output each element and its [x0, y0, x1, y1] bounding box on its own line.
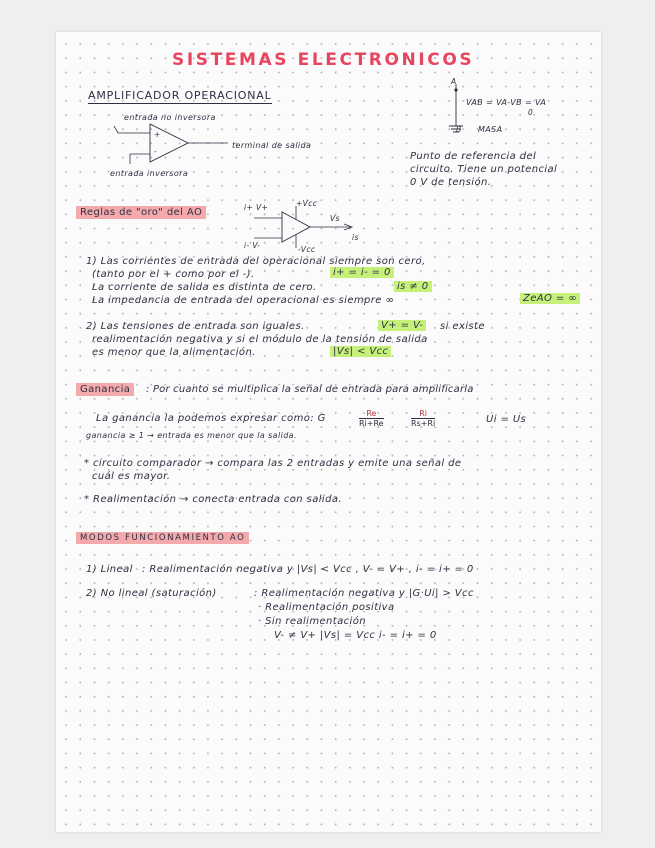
opamp-plus-sign: + — [154, 130, 161, 139]
mode-no-lineal-line-1: : Realimentación negativa y |G·Ui| > Vcc — [254, 588, 474, 599]
ground-equation-subscript: 0 — [528, 108, 534, 117]
rule-2-line-2: realimentación negativa y si el módulo de la tensión de salida — [92, 334, 428, 345]
diagram-label-is: is — [352, 233, 359, 242]
ground-equation: VAB = VA-VB = VA — [466, 98, 547, 107]
rule-1-line-3: La corriente de salida es distinta de cero. — [92, 282, 317, 293]
rule-1-line-2: (tanto por el + como por el -). — [92, 269, 255, 280]
page-title: SISTEMAS ELECTRONICOS — [172, 50, 475, 70]
comparador-line-1: * circuito comparador → compara las 2 entradas y emite una señal de — [84, 458, 462, 469]
rule-2-line-1: 2) Las tensiones de entrada son iguales. — [86, 321, 305, 332]
gain-fraction-1-denominator: Ri+Re — [359, 419, 384, 428]
masa-note-line-2: circuito. Tiene un potencial — [410, 164, 558, 175]
gain-line-3: ganancia ≥ 1 → entrada es menor que la salida. — [86, 431, 297, 440]
gain-fraction-1 — [356, 408, 387, 428]
rule-1-is-nonzero: is ≠ 0 — [394, 281, 432, 292]
masa-note-line-1: Punto de referencia del — [410, 151, 537, 162]
opamp-minus-sign: - — [154, 147, 158, 156]
label-entrada-inversora: entrada inversora — [110, 169, 189, 178]
mode-lineal-text: : Realimentación negativa y |Vs| < Vcc , V- = V+ , i- = i+ = 0 — [142, 564, 474, 575]
section-heading-modos: MODOS FUNCIONAMIENTO AO — [76, 532, 249, 544]
gain-fraction-2 — [408, 408, 438, 428]
diagram-label-vcc-pos: +Vcc — [296, 199, 318, 208]
masa-note-line-3: 0 V de tensión. — [410, 177, 492, 188]
mode-no-lineal-line-3: · Sin realimentación — [258, 616, 366, 627]
rule-2-vs-condition: |Vs| < Vcc — [330, 346, 391, 357]
rule-2-line-1b: si existe — [440, 321, 485, 332]
mode-no-lineal-line-4: V- ≠ V+ |Vs| = Vcc i- = i+ = 0 — [274, 630, 437, 641]
mode-no-lineal-label: 2) No lineal (saturación) — [86, 588, 217, 599]
diagram-label-iminus: i- V- — [244, 241, 261, 250]
diagram-label-vcc-neg: -Vcc — [298, 245, 316, 254]
section-heading-reglas: Reglas de "oro" del AO — [76, 206, 206, 219]
rule-1-line-4: La impedancia de entrada del operacional es siempre ∞ — [92, 295, 395, 306]
rule-1-line-1: 1) Las corrientes de entrada del operacional siempre son cero, — [86, 256, 426, 267]
gain-fraction-1-numerator: Re — [359, 409, 384, 419]
rule-1-impedance: ZeAO = ∞ — [520, 293, 580, 304]
realimentacion-line: * Realimentación → conecta entrada con salida. — [84, 494, 342, 505]
gain-fraction-2-denominator: Rs+Ri — [411, 419, 436, 428]
ground-node-a-label: A — [451, 77, 457, 86]
diagram-label-vs: Vs — [330, 214, 340, 223]
ground-node-b-label: B — [456, 125, 462, 134]
rule-2-equation: V+ = V- — [378, 320, 426, 331]
comparador-line-2: cuál es mayor. — [92, 471, 171, 482]
section-heading-amplificador: AMPLIFICADOR OPERACIONAL — [88, 89, 272, 102]
mode-no-lineal-line-2: · Realimentación positiva — [258, 602, 395, 613]
mode-lineal-label: 1) Lineal — [86, 564, 133, 575]
label-terminal-salida: terminal de salida — [232, 141, 312, 150]
section-heading-ganancia: Ganancia — [76, 383, 134, 396]
diagram-label-iplus: i+ V+ — [244, 203, 269, 212]
label-entrada-no-inversora: entrada no inversora — [124, 113, 216, 122]
gain-line-1: : Por cuanto se multiplica la señal de entrada para amplificarla — [146, 384, 474, 395]
label-masa: MASA — [478, 125, 503, 134]
gain-line-2: La ganancia la podemos expresar como: G — [96, 413, 326, 424]
opamp-symbol-diagram — [110, 118, 235, 178]
gain-ui-equation: Ui = Us — [486, 414, 527, 425]
gain-fraction-2-numerator: Ri — [411, 409, 435, 419]
rule-2-line-3: es menor que la alimentación. — [92, 347, 256, 358]
rule-1-equation: i+ = i- = 0 — [330, 267, 394, 278]
